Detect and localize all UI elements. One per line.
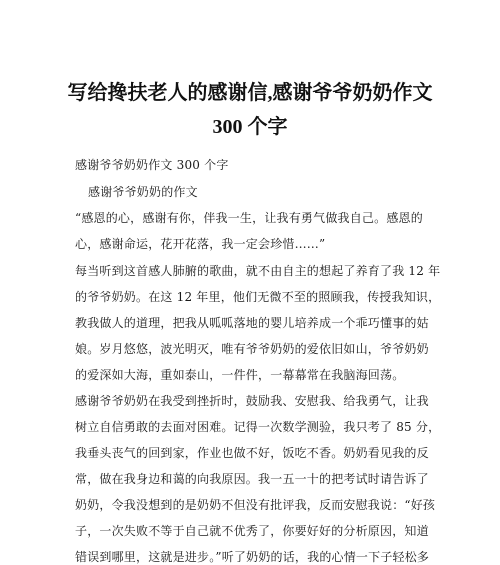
body-line-16: 错误到哪里，这就是进步。”听了奶奶的话，我的心情一下子轻松多 xyxy=(75,550,430,564)
body-line-6: 的爷爷奶奶。在这 12 年里，他们无微不至的照顾我，传授我知识， xyxy=(75,290,441,304)
body-line-12: 我垂头丧气的回到家，作业也做不好，饭吃不香。奶奶看见我的反 xyxy=(75,446,429,460)
body-line-1: 感谢爷爷奶奶作文 300 个字 xyxy=(75,158,229,172)
body-line-9: 的爱深如大海，重如泰山，一件件，一幕幕常在我脑海回荡。 xyxy=(75,368,405,382)
body-line-11: 树立自信勇敢的去面对困难。记得一次数学测验，我只考了 85 分， xyxy=(75,420,441,434)
body-line-5: 每当听到这首感人肺腑的歌曲，就不由自主的想起了养育了我 12 年 xyxy=(75,264,441,278)
body-line-8: 娘。岁月悠悠，波光明灭，唯有爷爷奶奶的爱依旧如山，爷爷奶奶 xyxy=(75,342,429,356)
body-line-2: 感谢爷爷奶奶的作文 xyxy=(88,185,198,199)
document-title-line-2: 300 个字 xyxy=(212,116,288,138)
body-line-15: 子，一次失败不等于自己就不优秀了，你要好好的分析原因，知道 xyxy=(75,524,429,538)
body-line-13: 常，做在我身边和蔼的向我原因。我一五一十的把考试时请告诉了 xyxy=(75,472,429,486)
body-line-3: “感恩的心，感谢有你，伴我一生，让我有勇气做我自己。感恩的 xyxy=(75,211,423,225)
body-line-4: 心，感谢命运，花开花落，我一定会珍惜……” xyxy=(75,237,326,251)
body-line-7: 教我做人的道理，把我从呱呱落地的婴儿培养成一个乖巧懂事的姑 xyxy=(75,316,429,330)
body-line-10: 感谢爷爷奶奶在我受到挫折时，鼓励我、安慰我、给我勇气，让我 xyxy=(75,394,429,408)
body-line-14: 奶奶，令我没想到的是奶奶不但没有批评我，反而安慰我说：“好孩 xyxy=(75,498,436,512)
document-title-line-1: 写给搀扶老人的感谢信,感谢爷爷奶奶作文 xyxy=(67,82,433,104)
